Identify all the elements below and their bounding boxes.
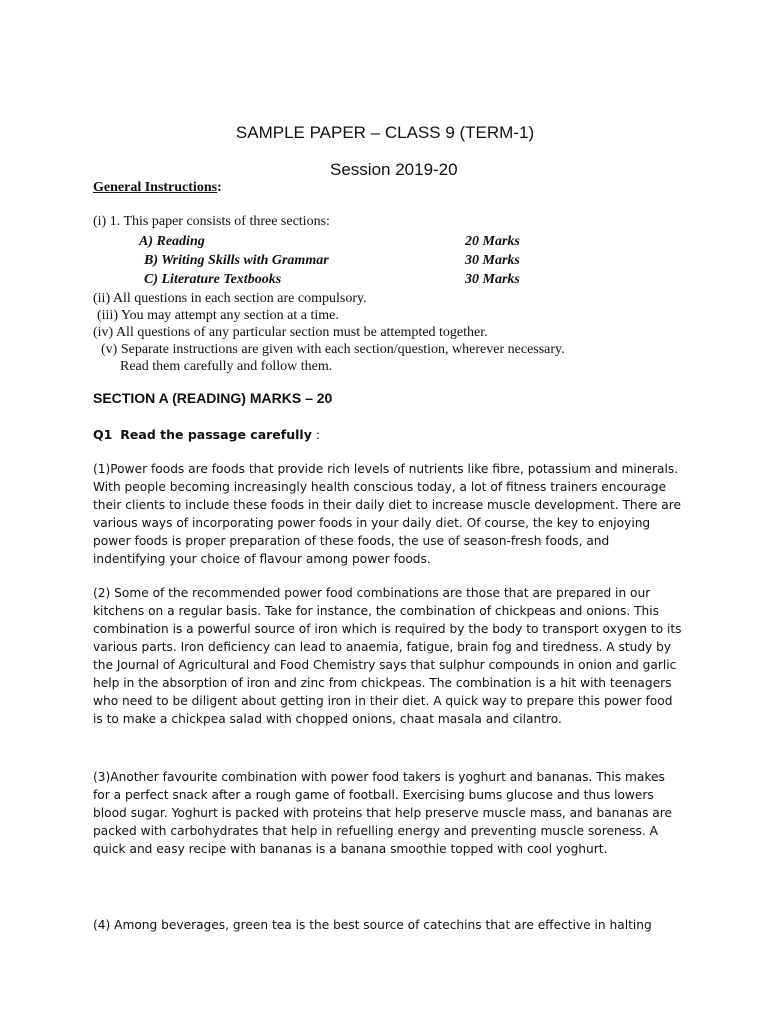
question-colon: : [315, 427, 321, 442]
passage-paragraph [93, 916, 683, 934]
instruction-line: (iv) All questions of any particular section must be attempted together. [93, 325, 488, 340]
section-row-marks: 20 Marks [465, 234, 520, 249]
question-1-heading [93, 427, 320, 442]
instruction-line: (ii) All questions in each section are compulsory. [93, 291, 367, 306]
paper-title: SAMPLE PAPER – CLASS 9 (TERM-1) [235, 123, 535, 142]
passage-paragraph [93, 768, 683, 858]
paragraph-text: (1)Power foods are foods that provide rich levels of nutrients like fibre, potassium and minerals. With people becoming increasingly health conscious today, a lot of fitness trainers encourage their clients to include these foods in their daily diet to increase muscle development. There are various ways of incorporating power foods in your daily diet. Of course, the key to enjoying power foods is proper preparation of these foods, the use of season-fresh foods, and indentifying your choice of flavour among power foods. [93, 462, 681, 566]
paragraph-text: (4) Among beverages, green tea is the best source of catechins that are effective in halting [93, 918, 652, 932]
session-label: Session 2019-20 [330, 160, 458, 179]
general-instructions-heading [93, 180, 222, 196]
section-row-marks: 30 Marks [465, 272, 520, 287]
passage-paragraph [93, 584, 683, 728]
general-instructions-colon: : [217, 180, 222, 195]
passage-paragraph [93, 460, 683, 568]
instruction-line: (iii) You may attempt any section at a time. [97, 308, 339, 323]
instruction-line: (v) Separate instructions are given with each section/question, wherever necessary. [101, 342, 565, 357]
section-row-name: B) Writing Skills with Grammar [144, 253, 329, 268]
question-text: Read the passage carefully [120, 427, 312, 442]
instruction-line: Read them carefully and follow them. [120, 359, 333, 374]
paragraph-text: (3)Another favourite combination with power food takers is yoghurt and bananas. This makes for a perfect snack after a rough game of football. Exercising bums glucose and thus lowers blood sugar. Yoghurt is packed with proteins that help preserve muscle mass, and bananas are packed with carbohydrates that help in refuelling energy and preventing muscle soreness. A quick and easy recipe with bananas is a banana smoothie topped with cool yoghurt. [93, 770, 672, 856]
instruction-intro: (i) 1. This paper consists of three sections: [93, 214, 330, 229]
section-row-marks: 30 Marks [465, 253, 520, 268]
section-row-name: C) Literature Textbooks [144, 272, 282, 287]
section-row-name: A) Reading [139, 234, 205, 249]
question-number: Q1 [93, 427, 113, 442]
paragraph-text: (2) Some of the recommended power food combinations are those that are prepared in our kitchens on a regular basis. Take for instance, the combination of chickpeas and onions. This combination is a powerful source of iron which is required by the body to transport oxygen to its various parts. Iron deficiency can lead to anaemia, fatigue, brain fog and tiredness. A study by the Journal of Agricultural and Food Chemistry says that sulphur compounds in onion and garlic help in the absorption of iron and zinc from chickpeas. The combination is a hit with teenagers who need to be diligent about getting iron in their diet. A quick way to prepare this power food is to make a chickpea salad with chopped onions, chaat masala and cilantro. [93, 586, 682, 726]
general-instructions-label: General Instructions [93, 180, 218, 195]
section-a-heading: SECTION A (READING) MARKS – 20 [93, 390, 333, 406]
